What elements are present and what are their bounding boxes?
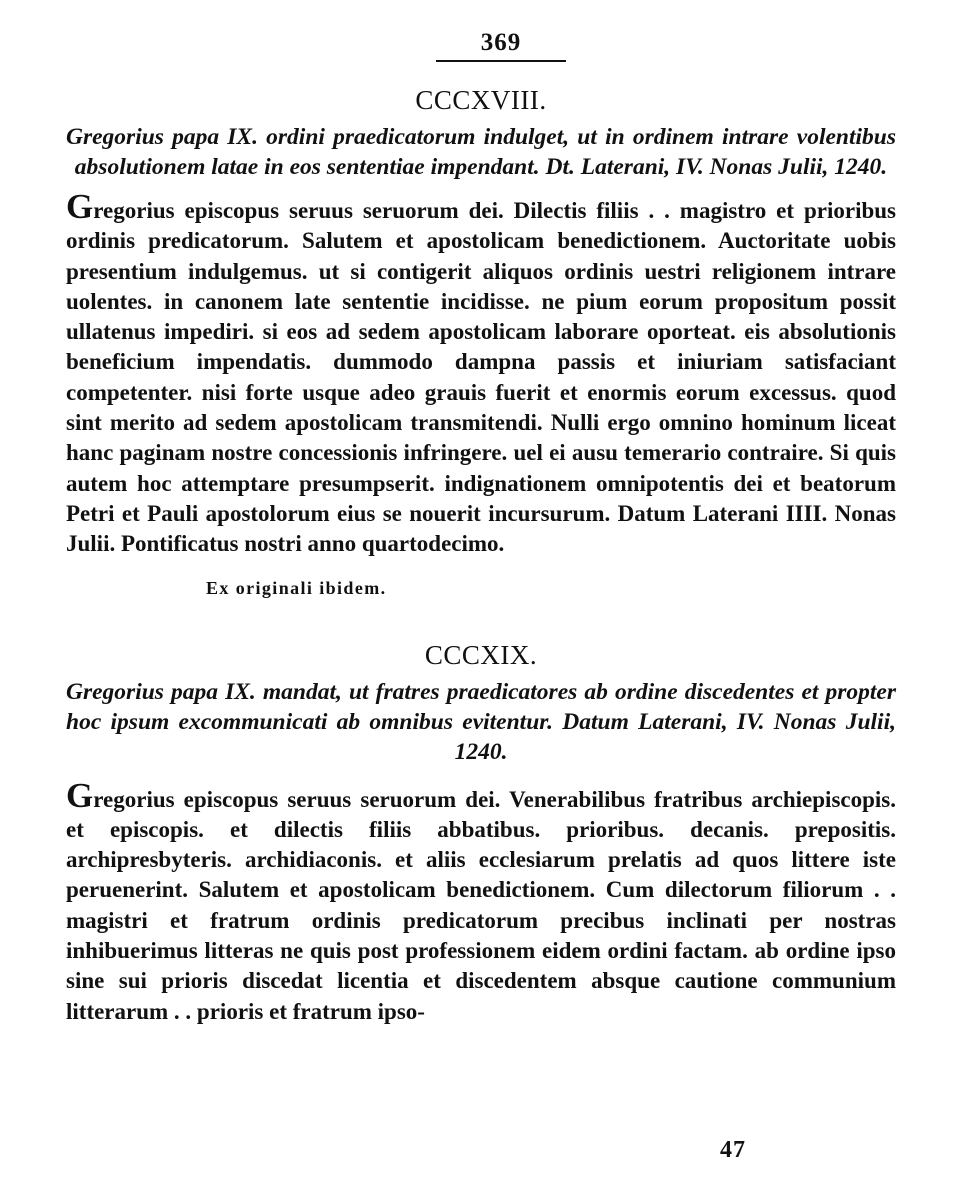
drop-initial: G xyxy=(66,187,94,226)
drop-initial: G xyxy=(66,775,94,815)
document-summary: Gregorius papa IX. mandat, ut fratres praedicatores ab ordine discedentes et propter hoc ipsum excommunicati ab omnibus evitentur. Datum Laterani, IV. Nonas Julii, 1240. xyxy=(66,678,896,765)
document-number: CCCXIX. xyxy=(424,639,538,670)
document-summary: Gregorius papa IX. ordini praedicatorum indulget, ut in ordinem intrare volentibus absolutionem latae in eos sententiae impendant. Dt. Laterani, IV. Nonas Julii, 1240. xyxy=(66,124,896,180)
signature-mark: 47 xyxy=(720,1137,746,1163)
document-body-text: regorius episcopus seruus seruorum dei. Dilectis filiis . . magistro et prioribus ordinis predicatorum. Salutem et apostolicam benedictionem. Auctoritate uobis presentium indulgemus. ut si contigerit aliquos ordinis uestri religionem intrare uolentes. in canonem late sententie incidisse. ne pium eorum propositum possit ullatenus impediri. si eos ad sedem apostolicam laborare oporteat. eis absolutionis beneficium impendatis. dummodo dampna passis et iniuriam satisfaciant competenter. nisi forte usque adeo grauis fuerit et enormis eorum excessus. quod sint merito ad sedem apostolicam transmitendi. Nulli ergo omnino hominum liceat hanc paginam nostre concessionis infringere. uel ei ausu temerario contraire. Si quis autem hoc attemptare presumpserit. indignationem omnipotentis dei et beatorum Petri et Pauli apostolorum eius se nouerit incursurum. Datum Laterani IIII. Nonas Julii. Pontificatus nostri anno quartodecimo. xyxy=(66,198,896,557)
document-source: Ex originali ibidem. xyxy=(206,577,387,598)
page-number: 369 xyxy=(480,29,522,56)
document-body xyxy=(66,187,896,560)
document-number: CCCXVIII. xyxy=(415,85,547,115)
header-rule xyxy=(436,60,566,62)
document-body xyxy=(66,775,896,1027)
document-entry-2 xyxy=(66,639,896,1027)
document-page xyxy=(66,28,896,1027)
document-body-text: regorius episcopus seruus seruorum dei. Venerabilibus fratribus archiepiscopis. et episcopis. et dilectis filiis abbatibus. prioribus. decanis. prepositis. archipresbyteris. archidiaconis. et aliis ecclesiarum prelatis ad quos littere iste peruenerint. Salutem et apostolicam benedictionem. Cum dilectorum filiorum . . magistri et fratrum ordinis predicatorum precibus inclinati per nostras inhibuerimus litteras ne quis post professionem eidem ordini factam. ab ordine ipso sine sui prioris discedat licentia et discedentem absque cautione communium litterarum . . prioris et fratrum ipso- xyxy=(66,786,896,1024)
document-entry-1 xyxy=(66,84,896,599)
